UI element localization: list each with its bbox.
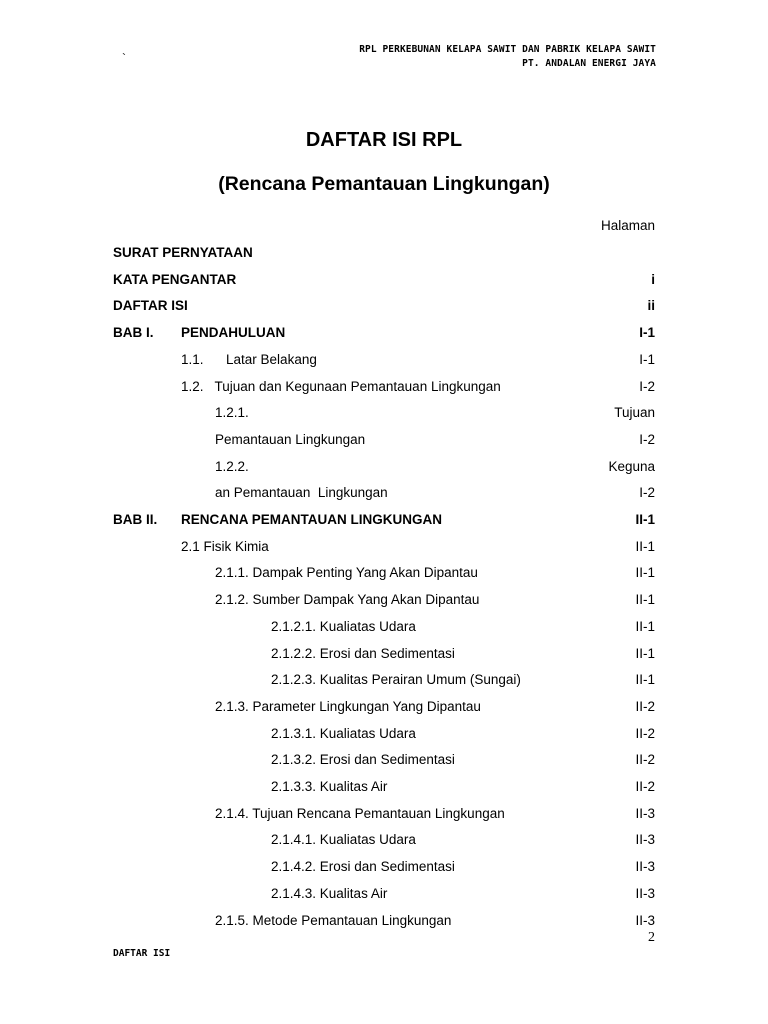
toc-chapter-number: BAB I. <box>113 325 154 341</box>
toc-page-ref: Keguna <box>608 458 655 474</box>
toc-page-ref: II-3 <box>635 859 655 875</box>
toc-row <box>0 858 768 882</box>
toc-row <box>0 484 768 508</box>
toc-row <box>0 351 768 375</box>
toc-page-ref: II-2 <box>635 725 655 741</box>
toc-entry-text: 2.1.4.3. Kualitas Air <box>271 885 388 901</box>
toc-row <box>0 645 768 669</box>
toc-row <box>0 671 768 695</box>
toc-page-ref: II-1 <box>635 672 655 688</box>
toc-entry-text: 2.1.3.1. Kualiatas Udara <box>271 725 416 741</box>
page-number: 2 <box>648 930 655 945</box>
toc-row <box>0 538 768 562</box>
toc-entry-text: an Pemantauan Lingkungan <box>215 485 388 501</box>
toc-page-ref: II-3 <box>635 885 655 901</box>
toc-row <box>0 431 768 455</box>
toc-entry-text: PENDAHULUAN <box>181 325 286 341</box>
toc-row <box>0 831 768 855</box>
toc-entry-text: 2.1.4.2. Erosi dan Sedimentasi <box>271 859 455 875</box>
toc-entry-text: 2.1.2.2. Erosi dan Sedimentasi <box>271 645 455 661</box>
toc-row <box>0 404 768 428</box>
toc-page-ref: II-2 <box>635 779 655 794</box>
toc-entry-text: SURAT PERNYATAAN <box>113 245 253 260</box>
toc-entry-text: 2.1.2.3. Kualitas Perairan Umum (Sungai) <box>271 672 521 688</box>
toc-entry-text: 1.2.1. <box>215 405 249 421</box>
running-footer: DAFTAR ISI <box>113 948 171 959</box>
toc-row <box>0 618 768 642</box>
toc-page-ref: ii <box>647 298 655 314</box>
toc-row <box>0 324 768 348</box>
toc-entry-text: 2.1 Fisik Kimia <box>181 538 269 554</box>
toc-entry-text: 1.2.2. <box>215 458 249 474</box>
toc-row <box>0 564 768 588</box>
toc-entry-text: 2.1.3.3. Kualitas Air <box>271 779 388 794</box>
toc-row <box>0 805 768 829</box>
running-header-project: RPL PERKEBUNAN KELAPA SAWIT DAN PABRIK KELAPA SAWIT <box>359 44 656 55</box>
toc-row <box>0 751 768 775</box>
toc-row <box>0 378 768 402</box>
toc-row <box>0 725 768 749</box>
toc-row <box>0 458 768 482</box>
toc-entry-text: 2.1.2. Sumber Dampak Yang Akan Dipantau <box>215 592 480 608</box>
toc-entry-text: 2.1.3.2. Erosi dan Sedimentasi <box>271 752 455 768</box>
toc-row <box>0 244 768 268</box>
page-column-label: Halaman <box>600 218 655 233</box>
running-header-company: PT. ANDALAN ENERGI JAYA <box>522 58 656 69</box>
toc-page-ref: Tujuan <box>614 405 655 421</box>
toc-entry-text: KATA PENGANTAR <box>113 271 237 287</box>
toc-page-ref: I-2 <box>639 485 655 501</box>
toc-chapter-number: BAB II. <box>113 512 158 527</box>
toc-page-ref: II-1 <box>635 645 655 661</box>
toc-row <box>0 885 768 909</box>
toc-entry-text: 2.1.5. Metode Pemantauan Lingkungan <box>215 912 452 928</box>
toc-row <box>0 698 768 722</box>
toc-page-ref: II-1 <box>635 592 655 608</box>
toc-row <box>0 778 768 802</box>
toc-page-ref: I-1 <box>639 325 655 341</box>
toc-entry-text: RENCANA PEMANTAUAN LINGKUNGAN <box>181 512 442 527</box>
toc-page-ref: I-2 <box>639 431 655 447</box>
toc-page-ref: II-1 <box>635 565 655 581</box>
toc-page-ref: I-1 <box>639 351 655 367</box>
toc-row <box>0 591 768 615</box>
toc-page-ref: II-2 <box>635 752 655 768</box>
toc-entry-text: 2.1.4. Tujuan Rencana Pemantauan Lingkungan <box>215 805 505 821</box>
toc-entry-text: 2.1.4.1. Kualiatas Udara <box>271 832 416 848</box>
toc-page-ref: II-3 <box>635 805 655 821</box>
toc-entry-text: Pemantauan Lingkungan <box>215 431 366 447</box>
toc-page-ref: II-3 <box>635 912 655 928</box>
toc-entry-text: 1.1. Latar Belakang <box>181 351 317 367</box>
toc-page-ref: II-1 <box>635 618 655 634</box>
toc-page-ref: II-1 <box>635 538 655 554</box>
toc-entry-text: 2.1.3. Parameter Lingkungan Yang Dipantau <box>215 698 481 714</box>
stray-mark: ` <box>122 51 126 65</box>
toc-entry-text: 2.1.2.1. Kualiatas Udara <box>271 618 416 634</box>
toc-page-ref: i <box>651 271 655 287</box>
toc-page-ref: I-2 <box>639 378 655 394</box>
toc-row <box>0 271 768 295</box>
toc-page-ref: II-2 <box>635 698 655 714</box>
toc-page-ref: II-1 <box>635 512 655 527</box>
page-subtitle: (Rencana Pemantauan Lingkungan) <box>218 173 550 195</box>
toc-entry-text: 1.2. Tujuan dan Kegunaan Pemantauan Lingkungan <box>181 378 501 394</box>
toc-row <box>0 297 768 321</box>
page-title: DAFTAR ISI RPL <box>305 129 463 151</box>
toc-entry-text: 2.1.1. Dampak Penting Yang Akan Dipantau <box>215 565 478 581</box>
toc-page-ref: II-3 <box>635 832 655 848</box>
toc-entry-text: DAFTAR ISI <box>113 298 188 314</box>
toc-row <box>0 511 768 535</box>
